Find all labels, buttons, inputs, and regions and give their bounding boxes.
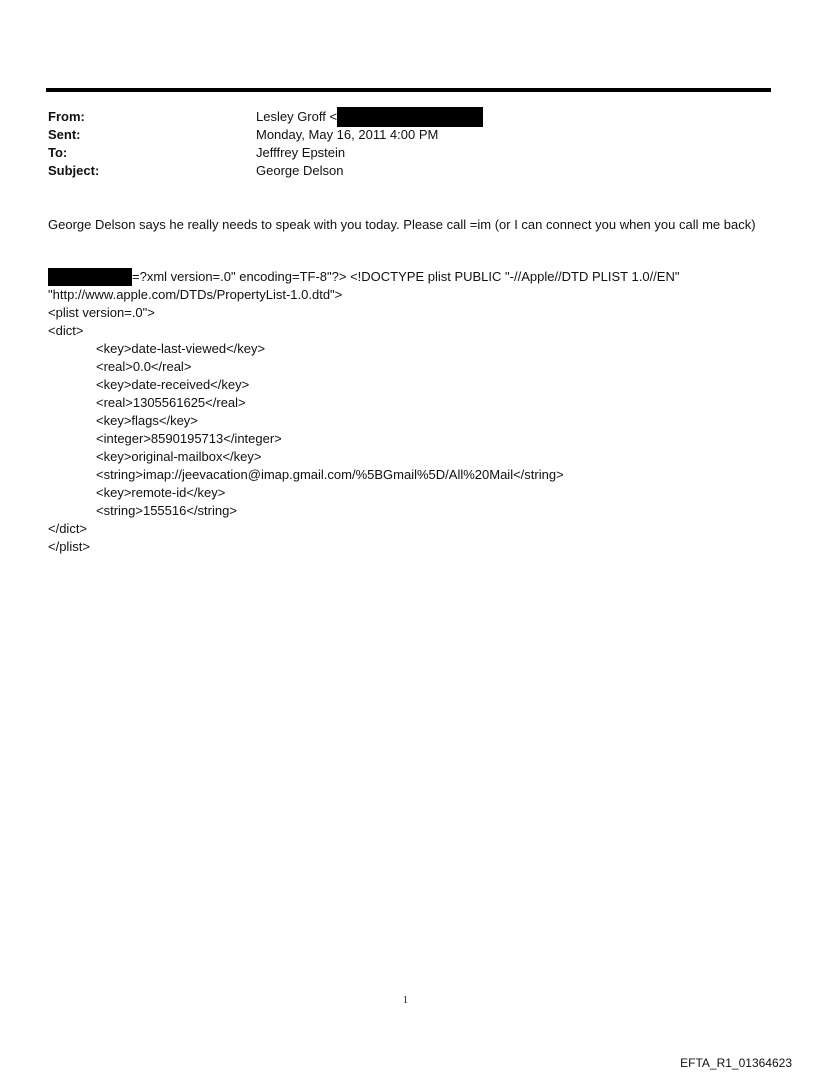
sent-label: Sent: (48, 127, 81, 142)
xml-line (48, 268, 768, 286)
xml-entry: <string>155516</string> (96, 503, 237, 518)
xml-entry: <real>0.0</real> (96, 359, 192, 374)
subject-value: George Delson (256, 163, 344, 178)
xml-attachment (48, 268, 768, 556)
from-row (48, 108, 768, 126)
top-rule (46, 88, 771, 92)
xml-declaration: =?xml version=.0" encoding=TF-8"?> <!DOCTYPE plist PUBLIC "-//Apple//DTD PLIST 1.0//EN" (132, 269, 680, 284)
xml-entry: <key>original-mailbox</key> (96, 449, 262, 464)
xml-entry: <integer>8590195713</integer> (96, 431, 282, 446)
subject-label: Subject: (48, 163, 100, 178)
xml-dict-close: </dict> (48, 521, 88, 536)
bates-number: EFTA_R1_01364623 (680, 1056, 792, 1070)
page-number: 1 (403, 995, 408, 1006)
to-value: Jefffrey Epstein (256, 145, 346, 160)
xml-entry: <string>imap://jeevacation@imap.gmail.com/%5BGmail%5D/All%20Mail</string> (96, 467, 564, 482)
xml-entry: <key>date-last-viewed</key> (96, 341, 266, 356)
message-body: George Delson says he really needs to speak with you today. Please call =im (or I can connect you when you call me back) (48, 217, 756, 232)
xml-dtd-url: "http://www.apple.com/DTDs/PropertyList-1.0.dtd"> (48, 287, 343, 302)
to-label: To: (48, 145, 68, 160)
redaction-block (337, 107, 483, 127)
xml-plist-close: </plist> (48, 539, 90, 554)
xml-plist-open: <plist version=.0"> (48, 305, 155, 320)
to-row (48, 144, 768, 162)
sent-row (48, 126, 768, 144)
sent-value: Monday, May 16, 2011 4:00 PM (256, 127, 439, 142)
xml-entry: <real>1305561625</real> (96, 395, 246, 410)
xml-entry: <key>date-received</key> (96, 377, 250, 392)
xml-entry: <key>flags</key> (96, 413, 198, 428)
from-sender: Lesley Groff < (256, 109, 338, 124)
from-value (256, 108, 483, 127)
from-label: From: (48, 109, 85, 124)
xml-dict-open: <dict> (48, 323, 84, 338)
xml-entry: <key>remote-id</key> (96, 485, 226, 500)
subject-row (48, 162, 768, 180)
redaction-block (48, 268, 132, 286)
